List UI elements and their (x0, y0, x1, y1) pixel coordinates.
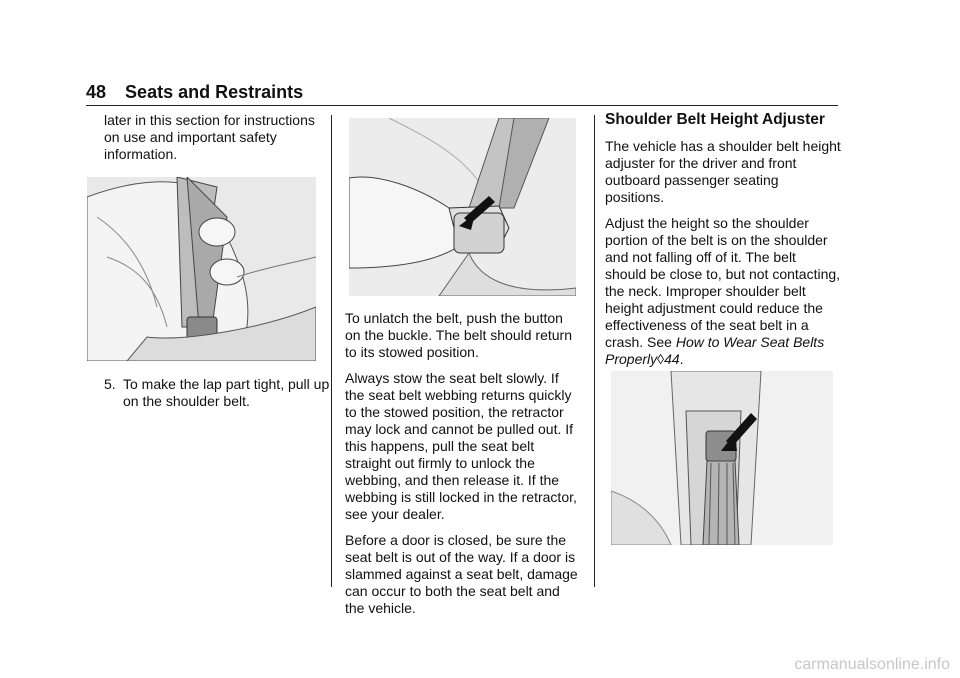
section-title: Seats and Restraints (125, 82, 304, 102)
column-divider-1 (331, 115, 332, 587)
page-ref-icon: ◊ (657, 351, 665, 367)
step-text: To make the lap part tight, pull up on the shoulder belt. (123, 376, 330, 409)
stow-paragraph: Always stow the seat belt slowly. If the seat belt webbing returns quickly to the stowed position, the retractor may lock and cannot be pulled out. If this happens, pull the seat belt straight out firmly to unlock the webbing, and then release it. If the webbing is still locked in the retractor, see your dealer. (345, 370, 577, 522)
cross-reference-link[interactable]: How to Wear Seat Belts Properly (605, 334, 825, 367)
paragraph-end: . (679, 351, 684, 367)
column-3 (605, 138, 841, 377)
step-number: 5. (104, 376, 116, 392)
watermark: carmanualsonline.info (794, 656, 950, 673)
unlatch-paragraph: To unlatch the belt, push the button on the buckle. The belt should return to its stowed position. (345, 310, 573, 360)
step-5 (104, 376, 338, 416)
adjuster-intro-paragraph: The vehicle has a shoulder belt height adjuster for the driver and front outboard passenger seating positions. (605, 138, 841, 205)
height-adjuster-illustration (611, 371, 833, 545)
column-1 (104, 112, 319, 172)
column-2 (345, 310, 581, 626)
buckle-release-illustration (349, 118, 576, 296)
section-heading: Shoulder Belt Height Adjuster (605, 111, 825, 128)
page-number: 48 (86, 82, 107, 102)
column-divider-2 (594, 115, 595, 587)
door-paragraph: Before a door is closed, be sure the seat belt is out of the way. If a door is slammed against a seat belt, damage can occur to both the seat belt and the vehicle. (345, 532, 578, 616)
adjust-height-paragraph (605, 215, 841, 368)
page-header (86, 82, 303, 103)
lap-belt-illustration (87, 177, 316, 361)
cross-reference-page[interactable]: 44 (664, 351, 680, 367)
header-rule (86, 105, 838, 106)
intro-paragraph: later in this section for instructions on use and important safety information. (104, 112, 315, 162)
adjust-text: Adjust the height so the shoulder portion of the belt is on the shoulder and not falling off of it. The belt should be close to, but not contacting, the neck. Improper shoulder belt height adjustment could reduce the effectiveness of the seat belt in a crash. See (605, 215, 841, 350)
